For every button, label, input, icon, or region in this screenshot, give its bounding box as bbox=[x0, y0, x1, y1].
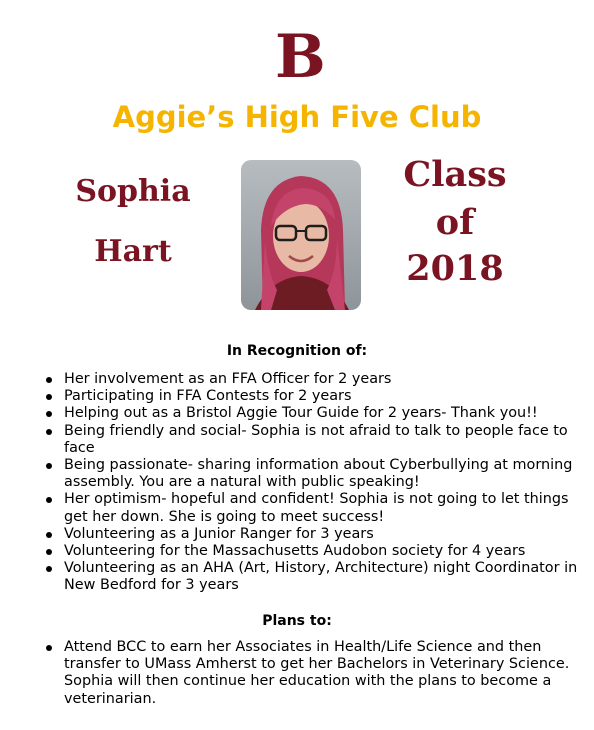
list-item: Participating in FFA Contests for 2 years bbox=[38, 388, 583, 405]
list-item: Being friendly and social- Sophia is not afraid to talk to people face to face bbox=[38, 423, 583, 457]
list-item: Helping out as a Bristol Aggie Tour Guide for 2 years- Thank you!! bbox=[38, 405, 583, 422]
plans-list bbox=[38, 639, 583, 708]
recognition-heading: In Recognition of: bbox=[226, 343, 368, 359]
list-item: Her optimism- hopeful and confident! Sophia is not going to let things get her down. She is going to meet success! bbox=[38, 491, 583, 525]
list-item: Being passionate- sharing information about Cyberbullying at morning assembly. You are a natural with public speaking! bbox=[38, 457, 583, 491]
student-first-name: Sophia bbox=[75, 174, 191, 209]
class-label: Class bbox=[403, 154, 507, 195]
class-of-label: of bbox=[435, 202, 475, 243]
student-last-name: Hart bbox=[94, 234, 172, 269]
recognition-list bbox=[38, 371, 583, 595]
list-item: Attend BCC to earn her Associates in Health/Life Science and then transfer to UMass Amherst to get her Bachelors in Veterinary Science. Sophia will then continue her education with the plans to become a veterinarian. bbox=[38, 639, 583, 708]
list-item: Volunteering for the Massachusetts Audobon society for 4 years bbox=[38, 543, 583, 560]
student-photo bbox=[241, 160, 361, 310]
class-year: 2018 bbox=[406, 248, 504, 289]
list-item: Volunteering as an AHA (Art, History, Architecture) night Coordinator in New Bedford for 3 years bbox=[38, 560, 583, 594]
school-logo: B bbox=[275, 22, 326, 92]
list-item: Her involvement as an FFA Officer for 2 years bbox=[38, 371, 583, 388]
list-item: Volunteering as a Junior Ranger for 3 years bbox=[38, 526, 583, 543]
plans-heading: Plans to: bbox=[262, 613, 332, 629]
club-title: Aggie’s High Five Club bbox=[112, 100, 482, 134]
